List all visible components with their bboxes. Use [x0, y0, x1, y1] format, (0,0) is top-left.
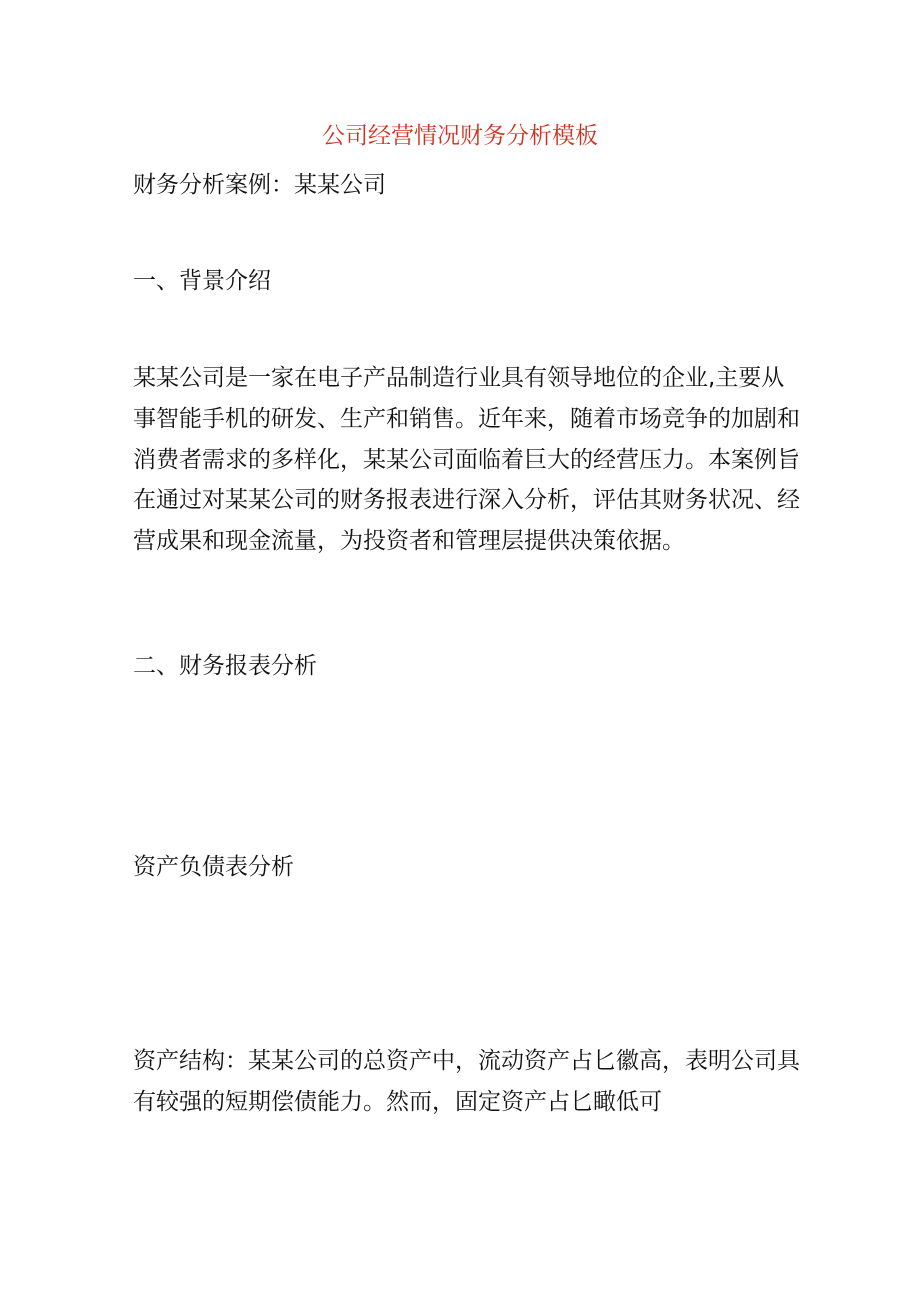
document-title: 公司经营情况财务分析模板	[322, 123, 598, 149]
paragraph-line: 在通过对某某公司的财务报表进行深入分析，评估其财务状况、经	[133, 487, 800, 514]
paragraph-line: 有较强的短期偿债能力。然而，固定资产占匕瞰低可	[133, 1088, 662, 1115]
section1-paragraph	[133, 358, 798, 562]
section2-subheading: 资产负债表分析	[133, 854, 294, 880]
paragraph-line: 营成果和现金流量，为投资者和管理层提供决策依据。	[133, 528, 685, 555]
paragraph-line: 资产结构：某某公司的总资产中，流动资产占匕徽高，表明公司具	[133, 1048, 800, 1074]
section1-heading: 一、背景介绍	[133, 268, 271, 294]
section2-paragraph	[133, 1041, 798, 1123]
paragraph-line: 消费者需求的多样化，某某公司面临着巨大的经营压力。本案例旨	[133, 446, 800, 473]
paragraph-line: 事智能手机的研发、生产和销售。近年来，随着市场竞争的加剧和	[133, 405, 800, 432]
paragraph-line: 某某公司是一家在电子产品制造行业具有领导地位的企业,主要从	[133, 365, 785, 391]
section2-heading: 二、财务报表分析	[133, 653, 317, 679]
case-line: 财务分析案例：某某公司	[133, 172, 386, 198]
